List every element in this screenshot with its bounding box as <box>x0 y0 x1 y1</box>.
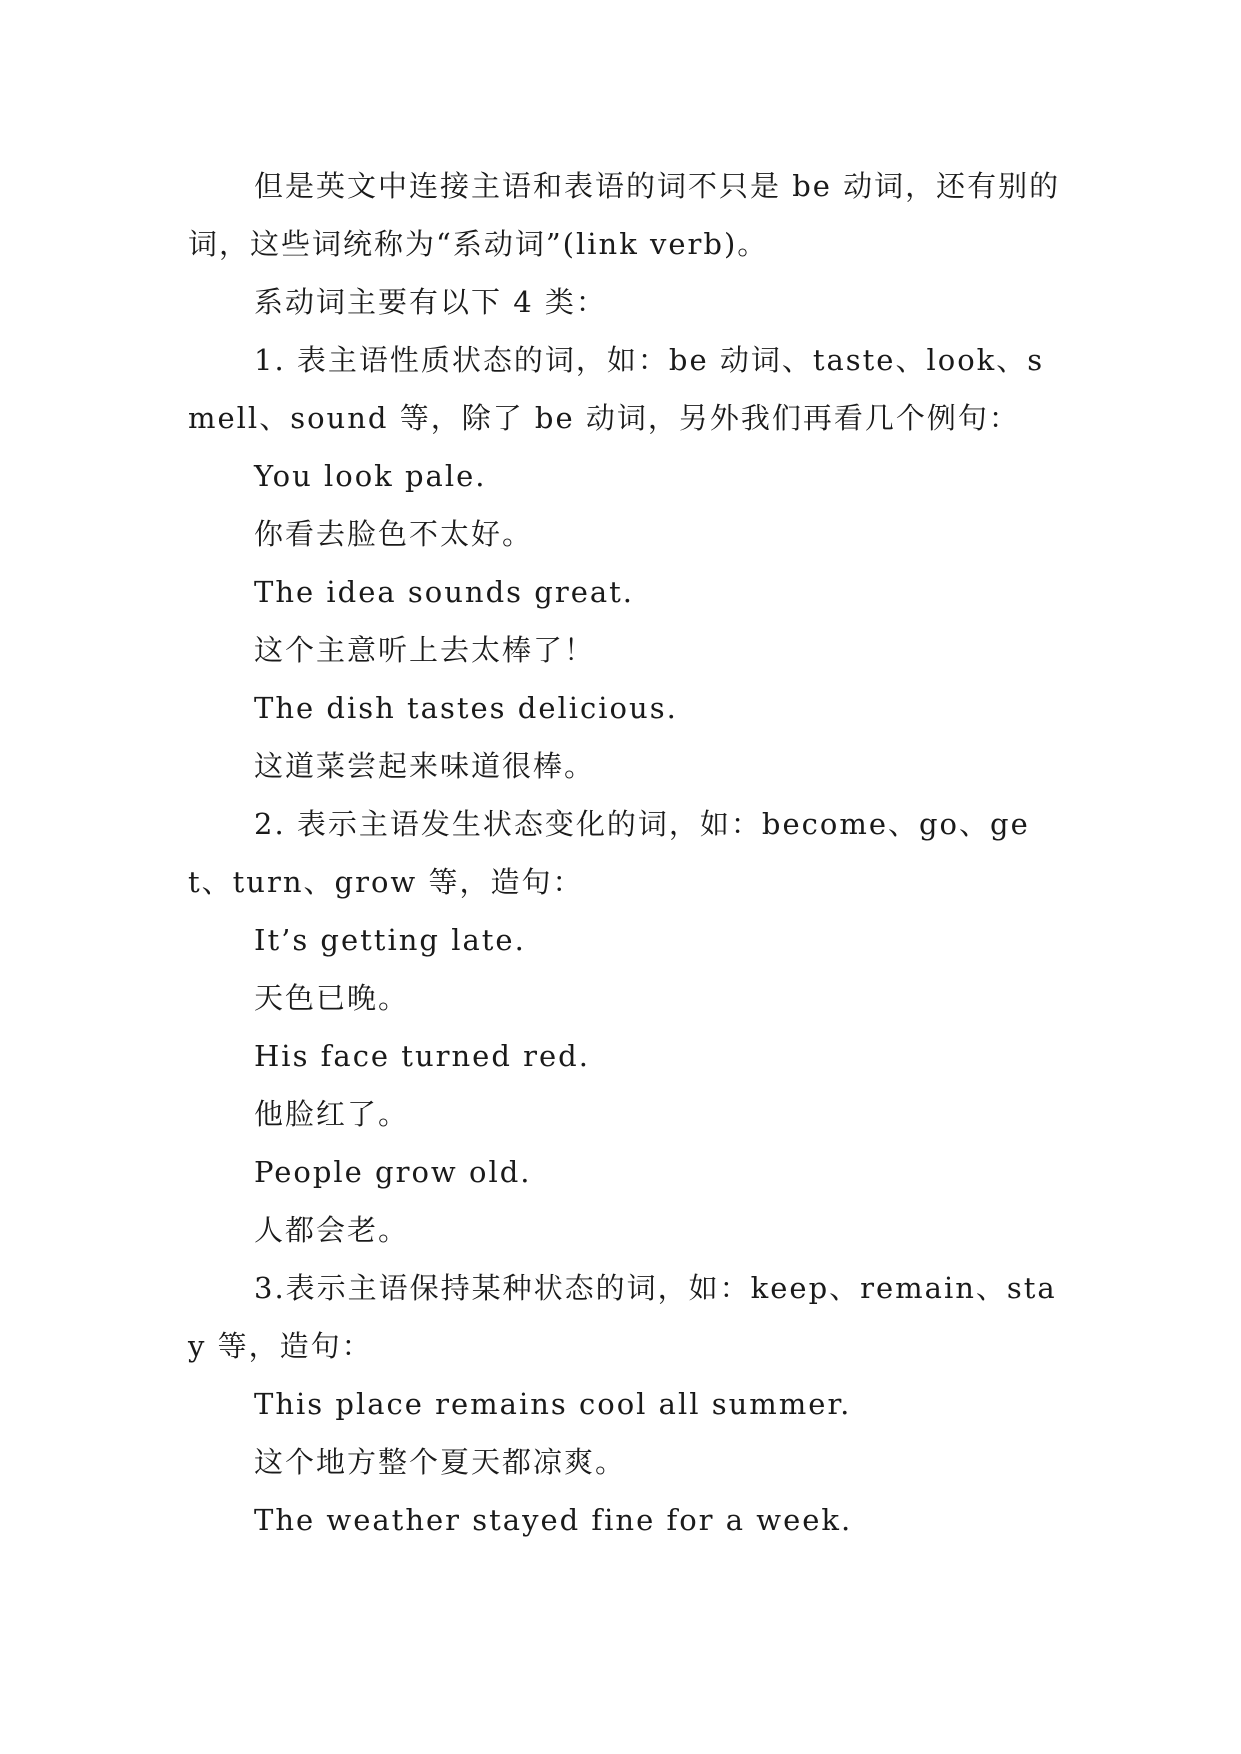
paragraph-type-1: 1. 表主语性质状态的词，如：be 动词、taste、look、smell、sound 等，除了 be 动词，另外我们再看几个例句： <box>188 343 1045 435</box>
example-sentence-en: You look pale. <box>254 459 487 493</box>
paragraph-type-2: 2. 表示主语发生状态变化的词，如：become、go、get、turn、grow 等，造句： <box>188 807 1030 899</box>
example-sentence-zh: 你看去脸色不太好。 <box>254 517 534 551</box>
example-sentence-en: It’s getting late. <box>254 923 526 957</box>
example-sentence-en: The idea sounds great. <box>254 575 635 609</box>
example-sentence-zh: 这道菜尝起来味道很棒。 <box>254 749 596 783</box>
paragraph-link-verb-intro: 但是英文中连接主语和表语的词不只是 be 动词，还有别的词，这些词统称为“系动词”(link verb)。 <box>188 169 1061 261</box>
example-sentence-zh: 他脸红了。 <box>254 1097 410 1131</box>
example-sentence-zh: 这个地方整个夏天都凉爽。 <box>254 1445 627 1479</box>
example-sentence-en: This place remains cool all summer. <box>254 1387 852 1421</box>
example-sentence-en: The weather stayed fine for a week. <box>254 1503 853 1537</box>
example-sentence-zh: 人都会老。 <box>254 1213 410 1247</box>
paragraph-type-3: 3.表示主语保持某种状态的词，如：keep、remain、stay 等，造句： <box>188 1271 1057 1363</box>
example-sentence-zh: 天色已晚。 <box>254 981 410 1015</box>
example-sentence-en: His face turned red. <box>254 1039 590 1073</box>
example-sentence-en: The dish tastes delicious. <box>254 691 678 725</box>
example-sentence-zh: 这个主意听上去太棒了！ <box>254 633 596 667</box>
document-body <box>188 157 1068 1549</box>
paragraph-four-types: 系动词主要有以下 4 类： <box>254 285 607 319</box>
example-sentence-en: People grow old. <box>254 1155 532 1189</box>
